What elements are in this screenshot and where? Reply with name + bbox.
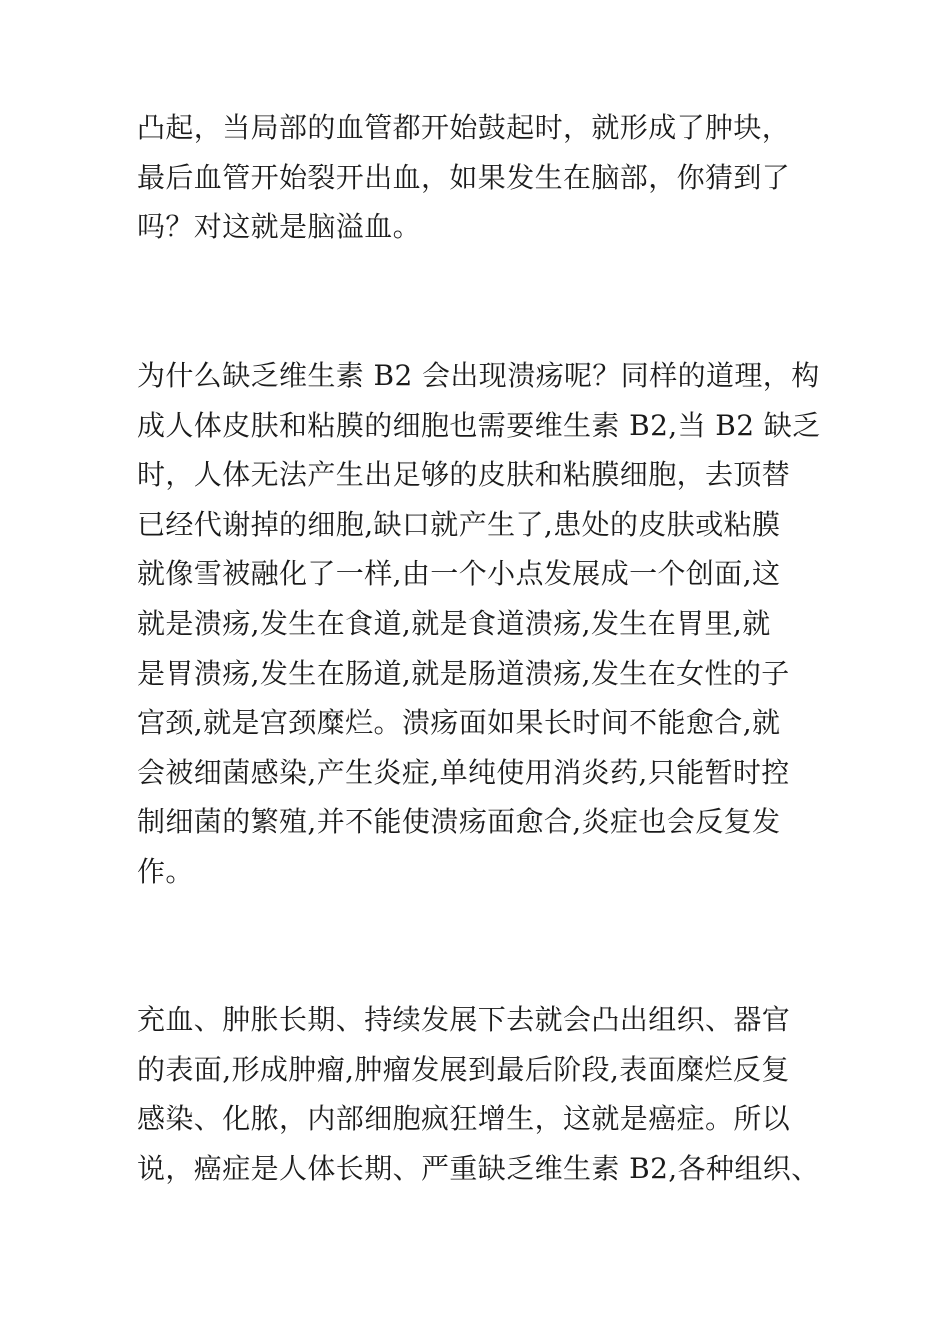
- text-line: 作。: [137, 854, 194, 888]
- text-line: 宫颈,就是宫颈糜烂。溃疡面如果长时间不能愈合,就: [137, 706, 781, 740]
- paragraph-1: [137, 103, 817, 252]
- text-line: 的表面,形成肿瘤,肿瘤发展到最后阶段,表面糜烂反复: [137, 1052, 790, 1086]
- text-line: 会被细菌感染,产生炎症,单纯使用消炎药,只能暂时控: [137, 755, 790, 789]
- text-line: 是胃溃疡,发生在肠道,就是肠道溃疡,发生在女性的子: [137, 656, 790, 690]
- text-line: 就是溃疡,发生在食道,就是食道溃疡,发生在胃里,就: [137, 606, 771, 640]
- text-line: 制细菌的繁殖,并不能使溃疡面愈合,炎症也会反复发: [137, 805, 781, 839]
- text-line: 成人体皮肤和粘膜的细胞也需要维生素 B2,当 B2 缺乏: [137, 408, 821, 442]
- text-line: 吗？对这就是脑溢血。: [137, 210, 422, 244]
- paragraph-3: [137, 995, 820, 1193]
- text-line: 感染、化脓，内部细胞疯狂增生，这就是癌症。所以: [137, 1102, 791, 1136]
- text-line: 已经代谢掉的细胞,缺口就产生了,患处的皮肤或粘膜: [137, 507, 781, 541]
- text-line: 就像雪被融化了一样,由一个小点发展成一个创面,这: [137, 557, 781, 591]
- text-line: 凸起，当局部的血管都开始鼓起时，就形成了肿块，: [137, 111, 791, 144]
- paragraph-2: [137, 351, 821, 897]
- text-line: 为什么缺乏维生素 B2 会出现溃疡呢？同样的道理，构: [137, 359, 820, 392]
- text-line: 充血、肿胀长期、持续发展下去就会凸出组织、器官: [137, 1003, 791, 1036]
- text-line: 时，人体无法产生出足够的皮肤和粘膜细胞，去顶替: [137, 458, 791, 492]
- text-line: 说，癌症是人体长期、严重缺乏维生素 B2,各种组织、: [137, 1151, 820, 1185]
- text-line: 最后血管开始裂开出血，如果发生在脑部，你猜到了: [137, 160, 791, 194]
